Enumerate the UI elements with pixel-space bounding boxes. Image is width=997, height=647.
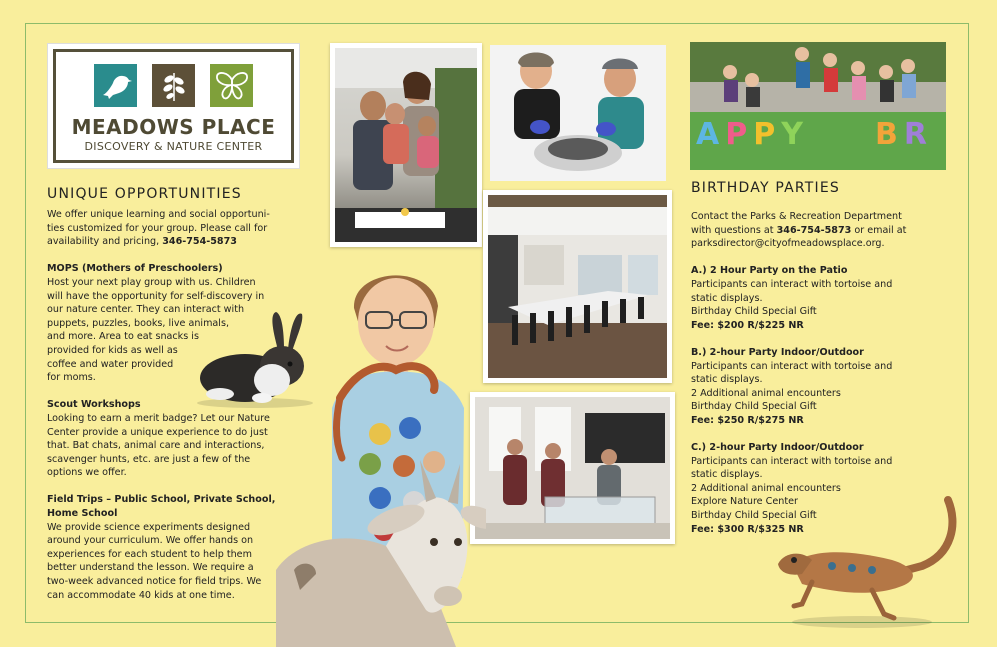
goat-photo — [276, 450, 486, 647]
field-trips-line: two-week advanced notice for field trips. We — [47, 576, 262, 588]
mops-line: provided for kids as well as — [47, 344, 178, 356]
package-c-line: Explore Nature Center — [691, 496, 798, 508]
package-b-title: B.) 2-hour Party Indoor/Outdoor — [691, 346, 864, 358]
package-c-line: 2 Additional animal encounters — [691, 482, 841, 494]
scout-line: scavenger hunts, etc. are just a few of the — [47, 453, 251, 465]
leaf-icon — [152, 64, 195, 107]
scout-line: Center provide a unique experience to do just — [47, 426, 268, 438]
package-a-title: A.) 2 Hour Party on the Patio — [691, 265, 848, 277]
package-b-line: Participants can interact with tortoise and — [691, 360, 893, 372]
left-column-text — [47, 208, 312, 616]
kids-fossil-photo — [490, 45, 666, 181]
banner-letter: P — [753, 116, 776, 152]
package-c-line: Participants can interact with tortoise and — [691, 455, 893, 467]
logo-title: MEADOWS PLACE — [71, 115, 276, 139]
banner-letter: B — [874, 116, 898, 152]
mops-line: coffee and water provided — [47, 358, 174, 370]
banner-letter: Y — [781, 116, 803, 152]
intro-phone: 346-754-5873 — [162, 236, 237, 248]
banner-letter: P — [725, 116, 748, 152]
scout-line: Looking to earn a merit badge? Let our Nature — [47, 412, 270, 424]
field-trips-line: can accommodate 40 kids at one time. — [47, 589, 235, 601]
scout-title: Scout Workshops — [47, 399, 141, 411]
contact-line: with questions at — [691, 224, 777, 236]
mops-title: MOPS (Mothers of Preschoolers) — [47, 263, 223, 275]
rabbit-photo — [190, 308, 320, 408]
scout-line: that. Bat chats, animal care and interactions, — [47, 440, 265, 452]
unique-opportunities-heading: UNIQUE OPPORTUNITIES — [47, 186, 242, 202]
banner-letter: R — [903, 116, 927, 152]
scout-line: options we offer. — [47, 467, 127, 479]
birthday-group-photo — [690, 42, 946, 170]
package-a-line: Birthday Child Special Gift — [691, 306, 817, 318]
logo-subtitle: DISCOVERY & NATURE CENTER — [84, 140, 263, 153]
logo — [47, 43, 300, 169]
lizard-photo — [772, 494, 962, 634]
interior-room-photo — [483, 190, 672, 383]
package-a-line: static displays. — [691, 292, 763, 304]
contact-email-link[interactable]: parksdirector@cityofmeadowsplace.org. — [691, 238, 885, 250]
package-c-line: Birthday Child Special Gift — [691, 510, 817, 522]
intro-line: ties customized for your group. Please call for — [47, 222, 268, 234]
family-party-photo — [330, 43, 482, 247]
package-b-line: 2 Additional animal encounters — [691, 387, 841, 399]
animal-presentation-photo — [470, 392, 675, 544]
banner-letter: A — [696, 116, 720, 152]
package-c-title: C.) 2-hour Party Indoor/Outdoor — [691, 442, 864, 454]
package-a-fee: Fee: $200 R/$225 NR — [691, 319, 804, 331]
contact-line: Contact the Parks & Recreation Department — [691, 211, 902, 222]
field-trips-line: experiences for each student to help them — [47, 548, 252, 560]
birthday-parties-heading: BIRTHDAY PARTIES — [691, 180, 840, 196]
mops-line: for moms. — [47, 372, 96, 384]
mops-line: will have the opportunity for self-discovery in — [47, 290, 265, 302]
package-c-line: static displays. — [691, 469, 763, 481]
mops-line: and more. Area to eat snacks is — [47, 331, 199, 343]
mops-line: Host your next play group with us. Children — [47, 276, 256, 288]
contact-phone: 346-754-5873 — [776, 224, 852, 236]
butterfly-icon — [210, 64, 253, 107]
field-trips-title: Home School — [47, 508, 118, 520]
package-b-fee: Fee: $250 R/$275 NR — [691, 414, 804, 426]
intro-line: We offer unique learning and social opportuni- — [47, 209, 270, 220]
package-c-fee: Fee: $300 R/$325 NR — [691, 523, 804, 535]
mops-line: puppets, puzzles, books, live animals, — [47, 317, 230, 329]
mops-line: our nature center. They can interact with — [47, 304, 245, 316]
package-b-line: Birthday Child Special Gift — [691, 401, 817, 413]
contact-line: or email at — [851, 224, 907, 236]
field-trips-line: better understand the lesson. We require a — [47, 562, 254, 574]
bird-icon — [94, 64, 137, 107]
package-b-line: static displays. — [691, 374, 763, 386]
field-trips-line: around your curriculum. We offer hands on — [47, 535, 254, 547]
package-a-line: Participants can interact with tortoise and — [691, 278, 893, 290]
intro-line: availability and pricing, — [47, 236, 163, 248]
field-trips-title: Field Trips – Public School, Private School, — [47, 494, 276, 506]
field-trips-line: We provide science experiments designed — [47, 521, 251, 533]
